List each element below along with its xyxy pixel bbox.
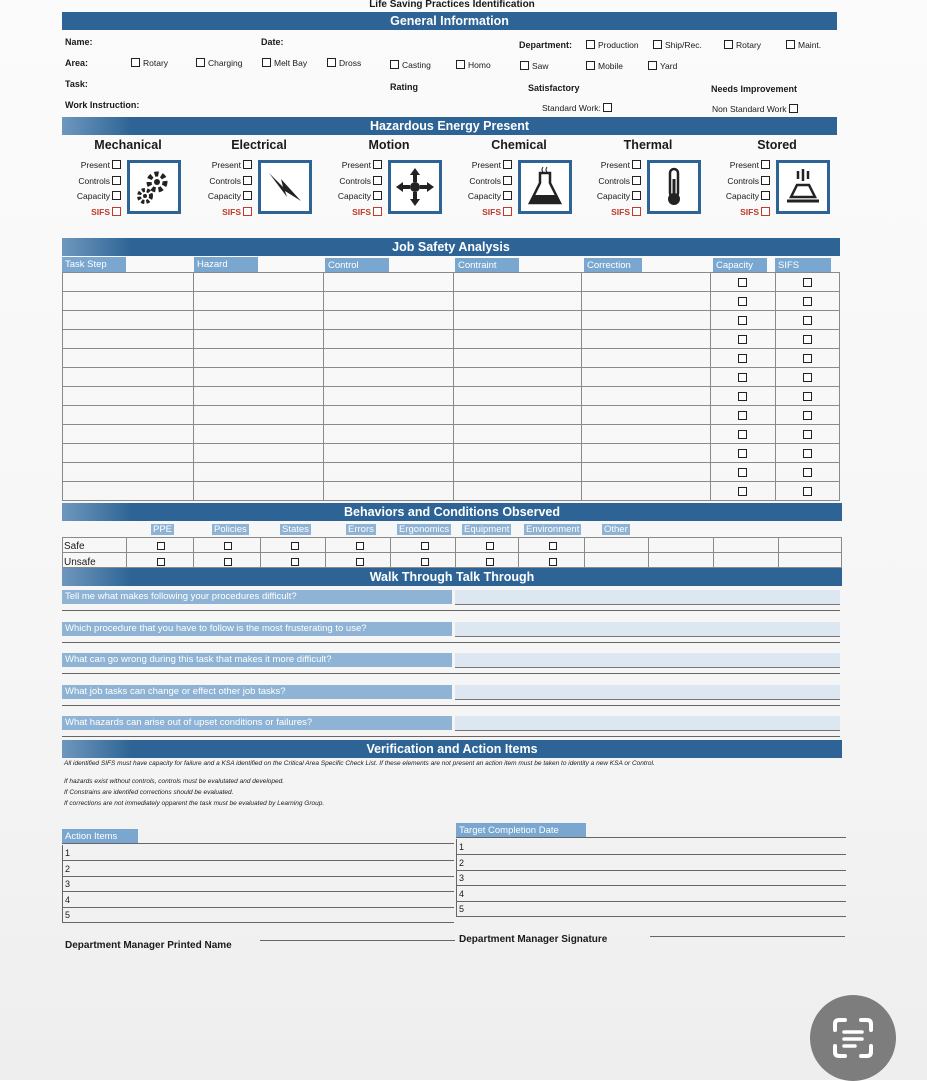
jsa-header-capacity: Capacity xyxy=(713,258,767,273)
area-casting[interactable]: Casting xyxy=(390,60,431,70)
verification-note-2: If hazards exist without controls, controls must be evalutated and developed. xyxy=(64,778,285,785)
needs-improvement-label: Needs Improvement xyxy=(711,84,798,94)
capacity-cell[interactable] xyxy=(711,406,775,425)
target-date-number-3: 3 xyxy=(459,873,465,883)
chemical-flask-icon xyxy=(518,160,572,214)
dept-maint[interactable]: Maint. xyxy=(786,40,821,50)
action-item-line-4[interactable] xyxy=(62,907,454,908)
capacity-checkbox[interactable] xyxy=(738,487,747,496)
walk-question-3: What can go wrong during this task that makes it more difficult? xyxy=(62,653,452,667)
capacity-cell[interactable] xyxy=(711,273,775,292)
jsa-cell[interactable] xyxy=(453,273,582,292)
jsa-cell[interactable] xyxy=(582,311,711,330)
hazard-category-thermal: Thermal xyxy=(623,138,673,152)
jsa-cell[interactable] xyxy=(582,482,711,501)
hazard-checklist-0 xyxy=(63,158,121,220)
behavior-checkbox[interactable] xyxy=(224,558,232,566)
jsa-cell[interactable] xyxy=(63,444,194,463)
sifs-cell[interactable] xyxy=(775,482,839,501)
jsa-header-task-step: Task Step xyxy=(62,257,126,272)
walk-answer-field-4[interactable] xyxy=(455,685,840,700)
jsa-cell[interactable] xyxy=(193,406,324,425)
action-item-line-1[interactable] xyxy=(62,860,454,861)
action-item-top-line xyxy=(62,843,454,844)
behaviors-row-divider xyxy=(62,552,842,553)
manager-signature-label: Department Manager Signature xyxy=(459,934,608,945)
jsa-cell[interactable] xyxy=(324,368,454,387)
hazard-controls-option[interactable]: Controls xyxy=(194,174,252,190)
behavior-row-safe: Safe xyxy=(64,541,85,552)
dept-production[interactable]: Production xyxy=(586,40,639,50)
jsa-cell[interactable] xyxy=(453,368,582,387)
jsa-cell[interactable] xyxy=(582,330,711,349)
hazard-sifs-option[interactable]: SIFS xyxy=(712,205,770,221)
hazard-checklist-1 xyxy=(194,158,252,220)
jsa-cell[interactable] xyxy=(63,311,194,330)
hazard-category-motion: Motion xyxy=(368,138,410,152)
jsa-cell[interactable] xyxy=(63,463,194,482)
sifs-checkbox[interactable] xyxy=(803,411,812,420)
jsa-cell[interactable] xyxy=(582,273,711,292)
walk-through-band xyxy=(62,568,842,586)
area-label: Area: xyxy=(65,58,89,68)
hazard-present-option[interactable]: Present xyxy=(324,158,382,174)
behavior-checkbox[interactable] xyxy=(291,558,299,566)
jsa-title: Job Safety Analysis xyxy=(392,240,510,254)
capacity-checkbox[interactable] xyxy=(738,354,747,363)
behaviors-col-divider xyxy=(390,537,391,568)
capacity-checkbox[interactable] xyxy=(738,297,747,306)
walk-question-1: Tell me what makes following your procedures difficult? xyxy=(62,590,452,604)
jsa-cell[interactable] xyxy=(193,368,324,387)
hazard-controls-option[interactable]: Controls xyxy=(454,174,512,190)
behavior-checkbox[interactable] xyxy=(356,558,364,566)
sifs-cell[interactable] xyxy=(775,349,839,368)
jsa-cell[interactable] xyxy=(63,368,194,387)
hazard-category-mechanical: Mechanical xyxy=(94,138,162,152)
hazard-sifs-option[interactable]: SIFS xyxy=(194,205,252,221)
capacity-checkbox[interactable] xyxy=(738,392,747,401)
form-title: Life Saving Practices Identification xyxy=(369,0,535,10)
jsa-cell[interactable] xyxy=(324,444,454,463)
hazard-present-option[interactable]: Present xyxy=(63,158,121,174)
jsa-cell[interactable] xyxy=(453,482,582,501)
jsa-cell[interactable] xyxy=(63,387,194,406)
sifs-cell[interactable] xyxy=(775,368,839,387)
verification-note-4: If corrections are not immediately opparent the task must be evaluated by Learning Group. xyxy=(64,800,325,807)
walk-answer-line[interactable] xyxy=(62,673,840,674)
sifs-cell[interactable] xyxy=(775,330,839,349)
behaviors-title: Behaviors and Conditions Observed xyxy=(343,505,560,519)
jsa-cell[interactable] xyxy=(324,463,454,482)
motion-arrows-icon xyxy=(388,160,442,214)
jsa-header-sifs: SIFS xyxy=(775,258,831,273)
jsa-row xyxy=(63,292,840,311)
behaviors-col-divider xyxy=(455,537,456,568)
hazard-checklist-3 xyxy=(454,158,512,220)
jsa-cell[interactable] xyxy=(324,387,454,406)
non-standard-work-option[interactable]: Non Standard Work xyxy=(712,104,801,114)
jsa-cell[interactable] xyxy=(193,463,324,482)
sifs-cell[interactable] xyxy=(775,311,839,330)
hazardous-energy-title: Hazardous Energy Present xyxy=(369,119,530,133)
jsa-cell[interactable] xyxy=(63,349,194,368)
jsa-cell[interactable] xyxy=(193,444,324,463)
capacity-cell[interactable] xyxy=(711,444,775,463)
satisfactory-label: Satisfactory xyxy=(528,83,580,93)
area-rotary[interactable]: Rotary xyxy=(131,58,168,68)
action-item-number-2: 2 xyxy=(65,863,71,874)
sifs-checkbox[interactable] xyxy=(803,297,812,306)
area-charging[interactable]: Charging xyxy=(196,58,243,68)
name-label: Name: xyxy=(65,37,93,47)
department-label: Department: xyxy=(519,40,573,50)
sifs-cell[interactable] xyxy=(775,425,839,444)
verification-note-3: If Constrains are identifed corrections should be evaluated. xyxy=(64,789,234,796)
dept-yard[interactable]: Yard xyxy=(648,61,677,71)
jsa-row xyxy=(63,330,840,349)
walk-question-5: What hazards can arise out of upset conditions or failures? xyxy=(62,716,452,730)
hazard-capacity-option[interactable]: Capacity xyxy=(194,189,252,205)
dept-mobile[interactable]: Mobile xyxy=(586,61,623,71)
verification-title: Verification and Action Items xyxy=(366,742,538,756)
target-date-line-4[interactable] xyxy=(456,901,846,902)
action-item-line-2[interactable] xyxy=(62,876,454,877)
jsa-cell[interactable] xyxy=(453,349,582,368)
behavior-row-unsafe: Unsafe xyxy=(64,557,96,568)
hazard-present-option[interactable]: Present xyxy=(194,158,252,174)
hazard-sifs-option[interactable]: SIFS xyxy=(454,205,512,221)
jsa-cell[interactable] xyxy=(63,273,194,292)
jsa-cell[interactable] xyxy=(453,292,582,311)
hazard-controls-option[interactable]: Controls xyxy=(63,174,121,190)
jsa-cell[interactable] xyxy=(193,349,324,368)
capacity-checkbox[interactable] xyxy=(738,430,747,439)
jsa-row xyxy=(63,311,840,330)
capacity-checkbox[interactable] xyxy=(738,316,747,325)
date-label: Date: xyxy=(261,37,284,47)
hazard-sifs-option[interactable]: SIFS xyxy=(63,205,121,221)
hazard-controls-option[interactable]: Controls xyxy=(583,174,641,190)
hazard-controls-option[interactable]: Controls xyxy=(324,174,382,190)
jsa-row xyxy=(63,387,840,406)
sifs-cell[interactable] xyxy=(775,463,839,482)
sifs-cell[interactable] xyxy=(775,444,839,463)
jsa-row xyxy=(63,273,840,292)
manager-printed-name-label: Department Manager Printed Name xyxy=(65,940,232,951)
target-date-number-2: 2 xyxy=(459,857,465,868)
jsa-cell[interactable] xyxy=(324,406,454,425)
jsa-cell[interactable] xyxy=(324,292,454,311)
action-item-line-5[interactable] xyxy=(62,922,454,923)
jsa-cell[interactable] xyxy=(324,273,454,292)
sifs-checkbox[interactable] xyxy=(803,487,812,496)
verification-note-1: All identified SIFS must have capacity for failure and a KSA identified on the Critical Area Specific Check List. If these elements are not present an action item must be taken to identity a new KSA or Control. xyxy=(64,760,655,767)
jsa-cell[interactable] xyxy=(453,463,582,482)
jsa-table xyxy=(62,272,840,501)
jsa-header-hazard: Hazard xyxy=(194,257,258,272)
hazard-present-option[interactable]: Present xyxy=(583,158,641,174)
behavior-header-other: Other xyxy=(604,524,628,535)
behavior-header-policies: Policies xyxy=(214,524,247,535)
target-date-line-2[interactable] xyxy=(456,870,846,871)
dept-shiprec[interactable]: Ship/Rec. xyxy=(653,40,702,50)
walk-answer-field-5[interactable] xyxy=(455,716,840,731)
jsa-cell[interactable] xyxy=(193,311,324,330)
behavior-header-ppe: PPE xyxy=(153,524,173,535)
behavior-checkbox[interactable] xyxy=(486,542,494,550)
behavior-checkbox[interactable] xyxy=(157,558,165,566)
target-date-line-1[interactable] xyxy=(456,854,846,855)
jsa-cell[interactable] xyxy=(193,330,324,349)
hazard-category-electrical: Electrical xyxy=(231,138,287,152)
jsa-cell[interactable] xyxy=(582,406,711,425)
jsa-cell[interactable] xyxy=(453,311,582,330)
general-information-band xyxy=(62,12,837,30)
sifs-cell[interactable] xyxy=(775,406,839,425)
behavior-header-equipment: Equipment xyxy=(464,524,510,535)
dept-rotary[interactable]: Rotary xyxy=(724,40,761,50)
behaviors-col-divider xyxy=(778,537,779,568)
walk-answer-line[interactable] xyxy=(62,642,840,643)
text-scan-button[interactable] xyxy=(810,995,896,1081)
dept-saw[interactable]: Saw xyxy=(520,61,549,71)
action-item-number-5: 5 xyxy=(65,910,71,920)
jsa-row xyxy=(63,444,840,463)
capacity-checkbox[interactable] xyxy=(738,468,747,477)
sifs-checkbox[interactable] xyxy=(803,373,812,382)
work-instruction-label: Work Instruction: xyxy=(65,100,140,110)
target-date-header: Target Completion Date xyxy=(456,823,586,838)
jsa-cell[interactable] xyxy=(193,273,324,292)
hazard-checklist-5 xyxy=(712,158,770,220)
jsa-cell[interactable] xyxy=(582,292,711,311)
walk-through-title: Walk Through Talk Through xyxy=(369,570,535,584)
behaviors-col-divider xyxy=(518,537,519,568)
behavior-checkbox[interactable] xyxy=(549,558,557,566)
hazard-capacity-option[interactable]: Capacity xyxy=(63,189,121,205)
jsa-header-contraint: Contraint xyxy=(455,258,519,273)
jsa-cell[interactable] xyxy=(453,387,582,406)
action-item-number-3: 3 xyxy=(65,879,71,889)
hazard-checklist-4 xyxy=(583,158,641,220)
behaviors-col-divider xyxy=(325,537,326,568)
jsa-cell[interactable] xyxy=(193,425,324,444)
hazard-capacity-option[interactable]: Capacity xyxy=(583,189,641,205)
target-date-top-line xyxy=(456,837,846,838)
behaviors-col-divider xyxy=(584,537,585,568)
jsa-band xyxy=(62,238,840,256)
hazardous-energy-band xyxy=(62,117,837,135)
sifs-cell[interactable] xyxy=(775,292,839,311)
electric-shock-icon xyxy=(258,160,312,214)
behaviors-col-divider xyxy=(260,537,261,568)
capacity-checkbox[interactable] xyxy=(738,411,747,420)
area-homo[interactable]: Homo xyxy=(456,60,491,70)
hazard-category-chemical: Chemical xyxy=(491,138,547,152)
capacity-cell[interactable] xyxy=(711,425,775,444)
capacity-cell[interactable] xyxy=(711,463,775,482)
behavior-checkbox[interactable] xyxy=(224,542,232,550)
general-information-title: General Information xyxy=(390,14,509,28)
jsa-cell[interactable] xyxy=(324,425,454,444)
sifs-checkbox[interactable] xyxy=(803,278,812,287)
jsa-cell[interactable] xyxy=(582,425,711,444)
thermometer-icon xyxy=(647,160,701,214)
sifs-checkbox[interactable] xyxy=(803,468,812,477)
target-date-number-5: 5 xyxy=(459,904,465,914)
capacity-checkbox[interactable] xyxy=(738,335,747,344)
action-items-header: Action Items xyxy=(62,829,138,844)
behavior-checkbox[interactable] xyxy=(486,558,494,566)
capacity-cell[interactable] xyxy=(711,387,775,406)
jsa-cell[interactable] xyxy=(582,387,711,406)
jsa-cell[interactable] xyxy=(193,482,324,501)
walk-answer-line[interactable] xyxy=(62,736,840,737)
walk-answer-line[interactable] xyxy=(62,610,840,611)
target-date-side-line xyxy=(456,839,457,917)
behavior-checkbox[interactable] xyxy=(421,558,429,566)
sifs-checkbox[interactable] xyxy=(803,430,812,439)
behavior-checkbox[interactable] xyxy=(157,542,165,550)
standard-work-option[interactable]: Standard Work: xyxy=(542,103,615,113)
manager-printed-name-line[interactable] xyxy=(260,940,455,941)
jsa-cell[interactable] xyxy=(324,311,454,330)
jsa-cell[interactable] xyxy=(453,425,582,444)
behavior-header-states: States xyxy=(282,524,309,535)
behaviors-col-divider xyxy=(713,537,714,568)
walk-question-4: What job tasks can change or effect other job tasks? xyxy=(62,685,452,699)
sifs-checkbox[interactable] xyxy=(803,392,812,401)
capacity-cell[interactable] xyxy=(711,349,775,368)
capacity-cell[interactable] xyxy=(711,482,775,501)
action-item-number-1: 1 xyxy=(65,848,71,858)
hazard-present-option[interactable]: Present xyxy=(454,158,512,174)
behavior-checkbox[interactable] xyxy=(549,542,557,550)
target-date-line-5[interactable] xyxy=(456,916,846,917)
action-item-side-line xyxy=(62,845,63,923)
behaviors-col-divider xyxy=(193,537,194,568)
capacity-cell[interactable] xyxy=(711,368,775,387)
jsa-cell[interactable] xyxy=(453,444,582,463)
pressure-icon xyxy=(776,160,830,214)
target-date-line-3[interactable] xyxy=(456,885,846,886)
behavior-header-environment: Environment xyxy=(526,524,580,535)
jsa-cell[interactable] xyxy=(582,349,711,368)
hazard-capacity-option[interactable]: Capacity xyxy=(324,189,382,205)
hazard-controls-option[interactable]: Controls xyxy=(712,174,770,190)
task-label: Task: xyxy=(65,79,88,89)
capacity-cell[interactable] xyxy=(711,311,775,330)
jsa-cell[interactable] xyxy=(193,387,324,406)
behavior-checkbox[interactable] xyxy=(356,542,364,550)
hazard-sifs-option[interactable]: SIFS xyxy=(583,205,641,221)
jsa-cell[interactable] xyxy=(63,292,194,311)
hazard-present-option[interactable]: Present xyxy=(712,158,770,174)
sifs-checkbox[interactable] xyxy=(803,354,812,363)
jsa-cell[interactable] xyxy=(63,425,194,444)
walk-answer-field-3[interactable] xyxy=(455,653,840,668)
jsa-cell[interactable] xyxy=(63,406,194,425)
jsa-header-control: Control xyxy=(325,258,389,273)
capacity-cell[interactable] xyxy=(711,330,775,349)
jsa-row xyxy=(63,349,840,368)
hazard-sifs-option[interactable]: SIFS xyxy=(324,205,382,221)
jsa-row xyxy=(63,368,840,387)
jsa-row xyxy=(63,425,840,444)
behaviors-col-divider xyxy=(126,537,127,568)
jsa-cell[interactable] xyxy=(453,406,582,425)
jsa-cell[interactable] xyxy=(582,444,711,463)
sifs-cell[interactable] xyxy=(775,387,839,406)
sifs-checkbox[interactable] xyxy=(803,335,812,344)
jsa-cell[interactable] xyxy=(324,330,454,349)
capacity-cell[interactable] xyxy=(711,292,775,311)
area-dross[interactable]: Dross xyxy=(327,58,361,68)
jsa-row xyxy=(63,482,840,501)
target-date-number-4: 4 xyxy=(459,888,465,899)
capacity-checkbox[interactable] xyxy=(738,278,747,287)
hazard-category-stored: Stored xyxy=(757,138,797,152)
walk-question-2: Which procedure that you have to follow is the most frusterating to use? xyxy=(62,622,452,636)
sifs-cell[interactable] xyxy=(775,273,839,292)
jsa-header-correction: Correction xyxy=(584,258,642,273)
behaviors-col-divider xyxy=(648,537,649,568)
walk-answer-field-2[interactable] xyxy=(455,622,840,637)
jsa-cell[interactable] xyxy=(453,330,582,349)
manager-signature-line[interactable] xyxy=(650,936,845,937)
behavior-header-ergonomics: Ergonomics xyxy=(399,524,450,535)
text-scan-icon xyxy=(831,1016,875,1060)
verification-band xyxy=(62,740,842,758)
rating-label: Rating xyxy=(390,82,418,92)
behavior-checkbox[interactable] xyxy=(291,542,299,550)
jsa-cell[interactable] xyxy=(324,349,454,368)
capacity-checkbox[interactable] xyxy=(738,373,747,382)
walk-answer-line[interactable] xyxy=(62,705,840,706)
hazard-capacity-option[interactable]: Capacity xyxy=(454,189,512,205)
jsa-cell[interactable] xyxy=(324,482,454,501)
target-date-number-1: 1 xyxy=(459,842,465,852)
capacity-checkbox[interactable] xyxy=(738,449,747,458)
jsa-cell[interactable] xyxy=(193,292,324,311)
hazard-capacity-option[interactable]: Capacity xyxy=(712,189,770,205)
jsa-cell[interactable] xyxy=(582,463,711,482)
area-melt-bay[interactable]: Melt Bay xyxy=(262,58,307,68)
action-item-line-3[interactable] xyxy=(62,891,454,892)
hazard-checklist-2 xyxy=(324,158,382,220)
walk-answer-field-1[interactable] xyxy=(455,590,840,605)
jsa-cell[interactable] xyxy=(63,482,194,501)
behavior-header-errors: Errors xyxy=(348,524,374,535)
jsa-row xyxy=(63,463,840,482)
jsa-row xyxy=(63,406,840,425)
behavior-checkbox[interactable] xyxy=(421,542,429,550)
action-item-number-4: 4 xyxy=(65,894,71,905)
gears-icon xyxy=(127,160,181,214)
sifs-checkbox[interactable] xyxy=(803,316,812,325)
sifs-checkbox[interactable] xyxy=(803,449,812,458)
jsa-cell[interactable] xyxy=(63,330,194,349)
jsa-cell[interactable] xyxy=(582,368,711,387)
behaviors-band xyxy=(62,503,842,521)
